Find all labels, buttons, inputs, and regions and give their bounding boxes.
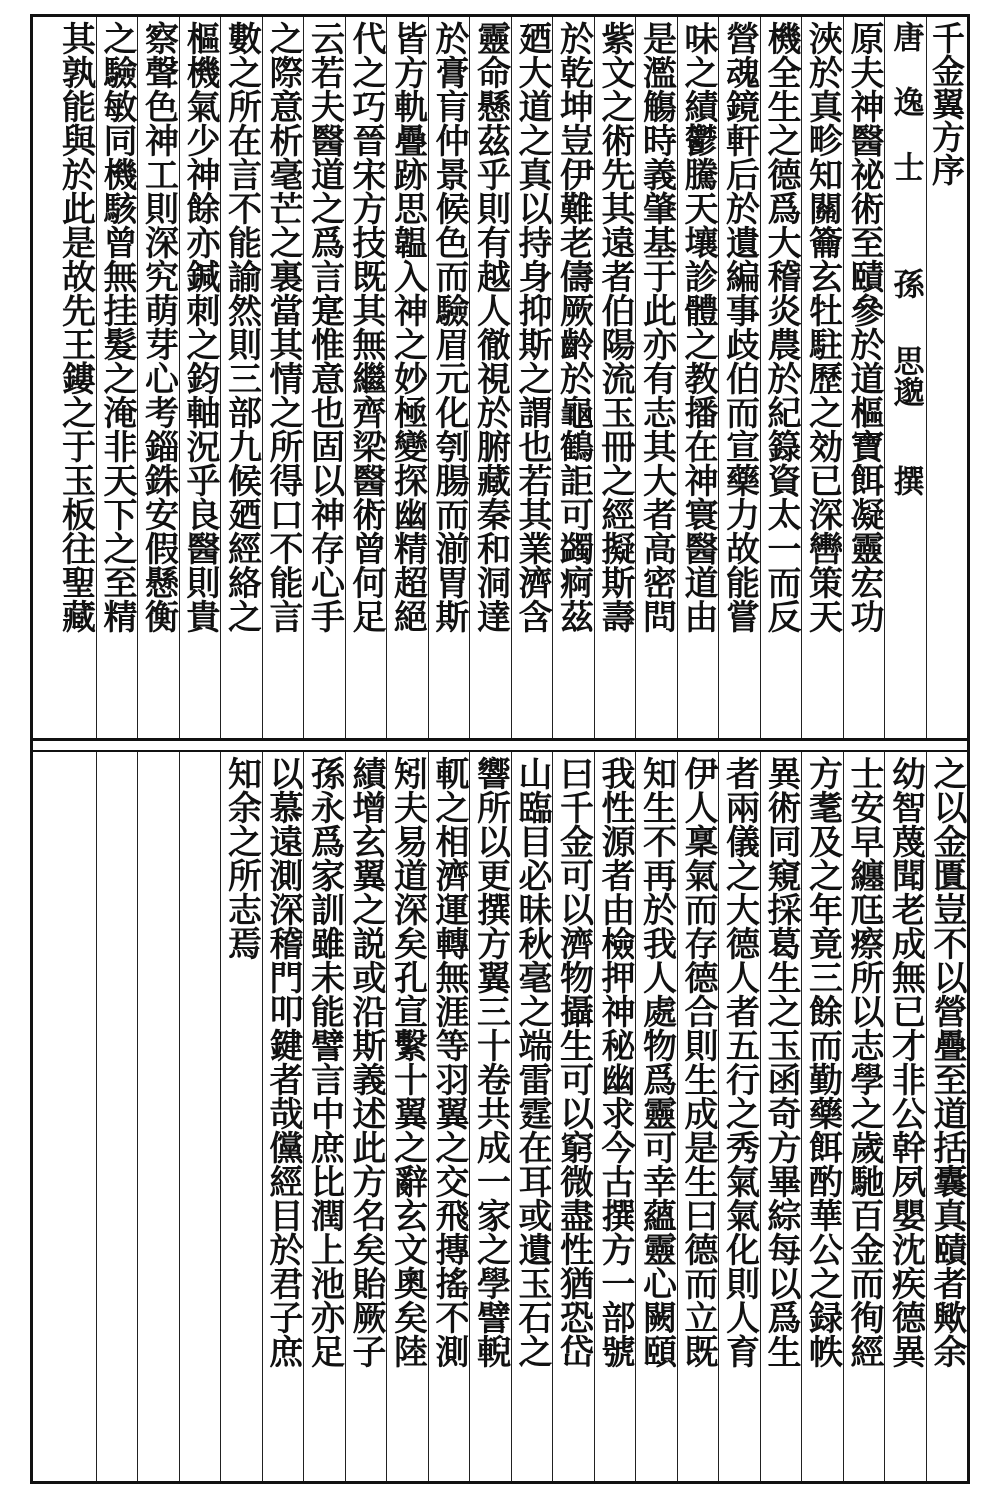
lower-column [220,752,262,1481]
lower-column [386,752,428,1481]
lower-column [262,752,304,1481]
text-line: 伊人稟氣而存德合則生成是生曰德而立既 [678,756,718,1368]
upper-column [760,17,802,738]
byline-part: 撰 [887,465,924,496]
text-line: 以慕遠測深稽門叩鍵者哉儻經目於君子庶 [263,756,303,1368]
text-line: 察聲色神工則深究萌芽心考錙銖安假懸衡 [138,21,179,633]
text-line: 紫文之術先其遠者伯陽流玉冊之經擬斯壽 [595,21,635,633]
upper-column [926,17,968,738]
text-line: 之驗敏同機駭曾無挂髮之淹非天下之至精 [97,21,137,633]
upper-column [262,17,304,738]
text-line: 機全生之德爲大稽炎農於紀籙資太一而反 [761,21,801,633]
upper-column [884,17,926,738]
text-line: 之以金匱豈不以營疊至道括囊真賾者歟余 [927,756,967,1368]
lower-column [718,752,760,1481]
text-line: 於膏肓仲景候色而驗眉元化刳腸而湔胃斯 [429,21,469,633]
lower-half-page [33,752,967,1481]
upper-column [469,17,511,738]
lower-column [594,752,636,1481]
text-line: 者兩儀之大德人者五行之秀氣氣化則人育 [719,756,760,1368]
lower-column [511,752,553,1481]
text-line: 矧夫易道深矣孔宣繫十翼之辭玄文奧矣陸 [387,756,428,1368]
text-line: 原夫神醫祕術至賾參於道樞寶餌凝靈宏功 [844,21,884,633]
upper-column [511,17,553,738]
upper-column [179,17,221,738]
text-line: 山臨目必昧秋毫之端雷霆在耳或遺玉石之 [512,756,552,1368]
lower-column [179,752,221,1481]
text-line: 我性源者由檢押神秘幽求今古撰方一部號 [595,756,635,1368]
text-line: 響所以更撰方翼三十卷共成一家之學譬輗 [470,756,511,1368]
byline-part: 士 [887,151,924,182]
upper-column [718,17,760,738]
lower-column [469,752,511,1481]
text-line: 方耄及之年竟三餘而勤藥餌酌華公之録帙 [802,756,843,1368]
text-line: 軏之相濟運轉無涯等羽翼之交飛摶搖不測 [429,756,469,1368]
upper-columns [33,17,967,738]
upper-column [677,17,719,738]
lower-column [552,752,594,1481]
byline-part: 唐 [887,21,924,52]
text-line: 數之所在言不能諭然則三部九候廼經絡之 [221,21,262,633]
lower-column [760,752,802,1481]
upper-half-page [33,17,967,738]
lower-column [843,752,885,1481]
text-line: 知生不再於我人處物爲靈可幸蘊靈心闕頤 [636,756,677,1368]
text-line: 樞機氣少神餘亦鍼刺之鈞軸況乎良醫則貴 [180,21,220,633]
text-line: 於乾坤豈伊難老儔厥齡於龜鶴詎可蠲痾茲 [553,21,594,633]
upper-column [303,17,345,738]
text-line: 營魂鏡軒后於遺編事歧伯而宣藥力故能嘗 [719,21,760,633]
upper-column [220,17,262,738]
text-line: 浹於真畛知關籥玄牡駐歷之効已深轡策天 [802,21,843,633]
text-line [97,756,138,1477]
text-line: 廼大道之真以持身抑斯之謂也若其業濟含 [512,21,552,633]
text-line: 士安早纏尫瘵所以志學之歲馳百金而徇經 [844,756,884,1368]
upper-column [428,17,470,738]
text-line: 其孰能與於此是故先王鏤之于玉板往聖藏 [55,21,96,633]
text-line: 幼智蔑聞老成無已才非公幹夙嬰沈疾德異 [885,756,926,1368]
lower-column [884,752,926,1481]
lower-column [303,752,345,1481]
text-line [138,756,179,1477]
upper-column [635,17,677,738]
lower-column [428,752,470,1481]
text-line [180,756,221,1477]
author-byline [885,21,926,734]
lower-column [96,752,138,1481]
lower-column [677,752,719,1481]
upper-column [96,17,138,738]
lower-column [635,752,677,1481]
lower-column [926,752,968,1481]
text-line: 味之績鬱騰天壤診體之教播在神寰醫道由 [678,21,718,633]
lower-column [345,752,387,1481]
text-line: 曰千金可以濟物攝生可以窮微盡性猶恐岱 [553,756,594,1368]
upper-column [386,17,428,738]
text-line: 知余之所志焉 [221,756,262,960]
upper-column [594,17,636,738]
text-line: 是濫觴時義肇基于此亦有志其大者高密問 [636,21,677,633]
fold-divider [30,738,970,752]
text-line: 代之巧晉宋方技既其無繼齊梁醫術曾何足 [346,21,386,633]
lower-columns [33,752,967,1481]
text-line [54,756,96,1477]
upper-column [345,17,387,738]
byline-part: 孫 [887,268,924,299]
text-line: 績增玄翼之説或沿斯義述此方名矣貽厥子 [346,756,386,1368]
lower-column [137,752,179,1481]
upper-column [137,17,179,738]
byline-part: 思邈 [887,345,924,407]
text-line: 之際意析毫芒之裏當其情之所得口不能言 [263,21,303,633]
byline-part: 逸 [887,86,924,117]
text-line: 云若夫醫道之爲言寔惟意也固以神存心手 [304,21,345,633]
text-line: 孫永爲家訓雖未能譬言中庶比潤上池亦足 [304,756,345,1368]
upper-column [801,17,843,738]
lower-column [54,752,96,1481]
text-line: 靈命懸茲乎則有越人徹視於腑藏秦和洞達 [470,21,511,633]
text-line: 皆方軌疊跡思韞入神之妙極變探幽精超絕 [387,21,428,633]
preface-title: 千金翼方序 [927,21,966,186]
upper-column [843,17,885,738]
upper-column [552,17,594,738]
upper-column [54,17,96,738]
text-line: 異術同窺採葛生之玉函奇方畢綜每以爲生 [761,756,801,1368]
lower-column [801,752,843,1481]
